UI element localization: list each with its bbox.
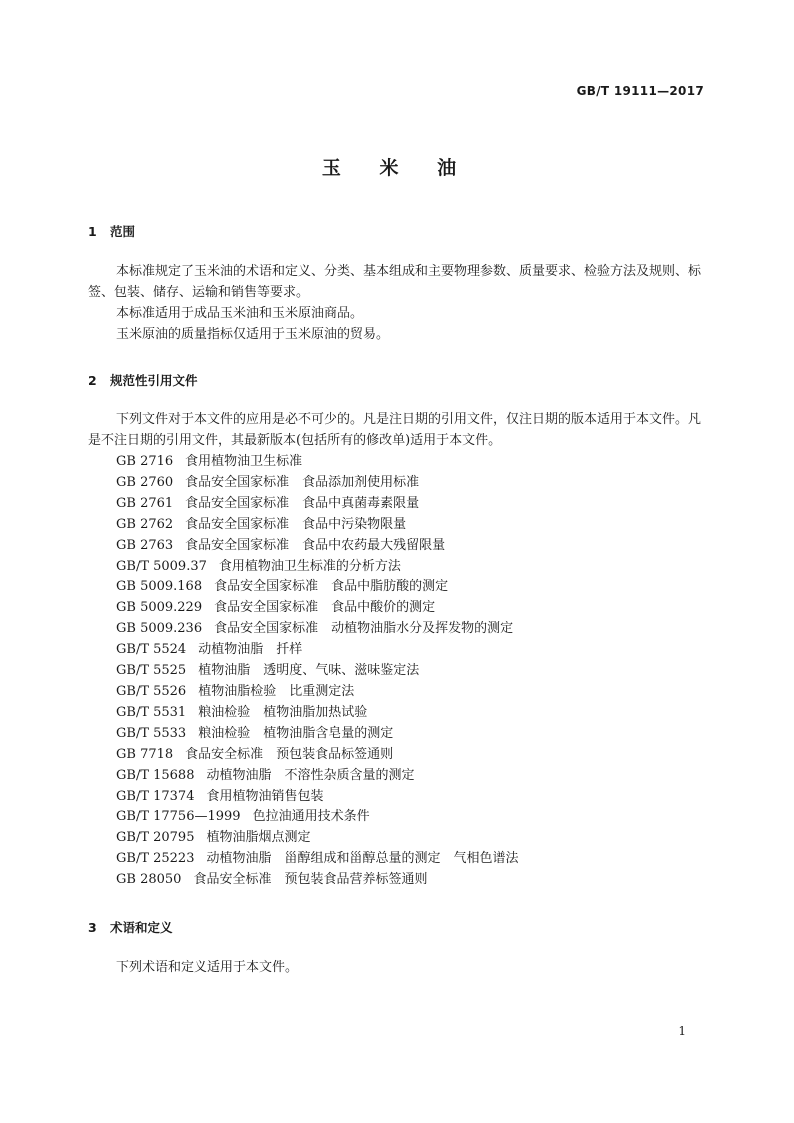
reference-title: 粮油检验 植物油脂含皂量的测定 (198, 725, 394, 741)
reference-item (116, 745, 519, 766)
reference-code: GB/T 5009.37 (116, 558, 207, 574)
section-number: 1 (88, 224, 97, 239)
reference-item (116, 787, 519, 808)
standard-code: GB/T 19111—2017 (576, 84, 704, 98)
reference-title: 食品安全国家标准 食品添加剂使用标准 (185, 474, 420, 490)
section-1-heading (88, 222, 135, 240)
section-1-body (88, 261, 708, 345)
reference-title: 粮油检验 植物油脂加热试验 (198, 704, 368, 720)
paragraph: 下列文件对于本文件的应用是必不可少的。凡是注日期的引用文件，仅注日期的版本适用于本文件。凡是不注日期的引用文件，其最新版本(包括所有的修改单)适用于本文件。 (88, 412, 702, 448)
reference-code: GB 5009.168 (116, 579, 203, 595)
reference-title: 植物油脂烟点测定 (206, 830, 311, 846)
reference-code: GB/T 5525 (116, 663, 187, 679)
reference-code: GB/T 25223 (116, 851, 195, 867)
reference-code: GB/T 17374 (116, 788, 195, 804)
reference-title: 食用植物油销售包装 (206, 788, 324, 804)
section-number: 2 (88, 373, 97, 388)
reference-title: 食品安全国家标准 食品中脂肪酸的测定 (214, 579, 449, 595)
reference-title: 食品安全国家标准 食品中酸价的测定 (214, 600, 436, 616)
section-title: 范围 (110, 224, 136, 239)
reference-title: 食用植物油卫生标准 (185, 454, 303, 469)
paragraph: 下列术语和定义适用于本文件。 (116, 960, 299, 975)
reference-title: 动植物油脂 甾醇组成和甾醇总量的测定 气相色谱法 (206, 851, 519, 867)
reference-item (116, 661, 519, 682)
reference-title: 食品安全国家标准 动植物油脂水分及挥发物的测定 (214, 621, 514, 637)
reference-code: GB/T 5533 (116, 725, 187, 741)
reference-item (116, 682, 519, 703)
section-2-intro (88, 409, 708, 451)
reference-code: GB 5009.236 (116, 621, 203, 637)
reference-title: 动植物油脂 扦样 (198, 642, 303, 658)
section-3-heading (88, 918, 173, 936)
reference-code: GB 2763 (116, 537, 174, 553)
section-title: 规范性引用文件 (110, 373, 198, 388)
section-title: 术语和定义 (110, 920, 173, 935)
reference-title: 植物油脂 透明度、气味、滋味鉴定法 (198, 663, 420, 679)
reference-item (116, 849, 519, 870)
page-number: 1 (678, 1024, 686, 1038)
reference-code: GB/T 15688 (116, 767, 195, 783)
section-2-heading (88, 371, 198, 389)
reference-item (116, 870, 519, 891)
reference-title: 食品安全标准 预包装食品营养标签通则 (193, 872, 428, 888)
reference-code: GB 2762 (116, 516, 174, 532)
paragraph: 玉米原油的质量指标仅适用于玉米原油的贸易。 (116, 327, 390, 342)
reference-code: GB/T 17756—1999 (116, 809, 241, 825)
reference-code: GB/T 20795 (116, 830, 195, 846)
reference-code: GB 2716 (116, 454, 174, 469)
reference-code: GB 5009.229 (116, 600, 203, 616)
reference-item (116, 598, 519, 619)
reference-title: 动植物油脂 不溶性杂质含量的测定 (206, 767, 415, 783)
reference-title: 食品安全国家标准 食品中污染物限量 (185, 516, 407, 532)
reference-title: 食品安全国家标准 食品中农药最大残留限量 (185, 537, 446, 553)
reference-title: 食品安全标准 预包装食品标签通则 (185, 746, 394, 762)
reference-item (116, 577, 519, 598)
reference-title: 食用植物油卫生标准的分析方法 (218, 558, 401, 574)
reference-item (116, 473, 519, 494)
reference-item (116, 807, 519, 828)
paragraph: 本标准适用于成品玉米油和玉米原油商品。 (116, 306, 364, 321)
reference-code: GB/T 5524 (116, 642, 187, 658)
reference-item (116, 766, 519, 787)
reference-item (116, 515, 519, 536)
reference-title: 食品安全国家标准 食品中真菌毒素限量 (185, 495, 420, 511)
reference-code: GB/T 5526 (116, 683, 187, 699)
reference-code: GB 2761 (116, 495, 174, 511)
section-3-body (88, 957, 708, 978)
reference-item (116, 640, 519, 661)
document-title: 玉 米 油 (321, 157, 473, 179)
reference-item (116, 452, 519, 473)
reference-item (116, 828, 519, 849)
reference-code: GB 7718 (116, 746, 174, 762)
reference-title: 色拉油通用技术条件 (252, 809, 370, 825)
reference-item (116, 703, 519, 724)
section-number: 3 (88, 920, 97, 935)
reference-item (116, 536, 519, 557)
normative-references-list (116, 452, 519, 891)
reference-title: 植物油脂检验 比重测定法 (198, 683, 355, 699)
reference-code: GB/T 5531 (116, 704, 187, 720)
reference-code: GB 28050 (116, 872, 182, 888)
reference-item (116, 724, 519, 745)
reference-code: GB 2760 (116, 474, 174, 490)
reference-item (116, 619, 519, 640)
reference-item (116, 557, 519, 578)
reference-item (116, 494, 519, 515)
paragraph: 本标准规定了玉米油的术语和定义、分类、基本组成和主要物理参数、质量要求、检验方法及规则、标签、包装、储存、运输和销售等要求。 (88, 264, 702, 300)
